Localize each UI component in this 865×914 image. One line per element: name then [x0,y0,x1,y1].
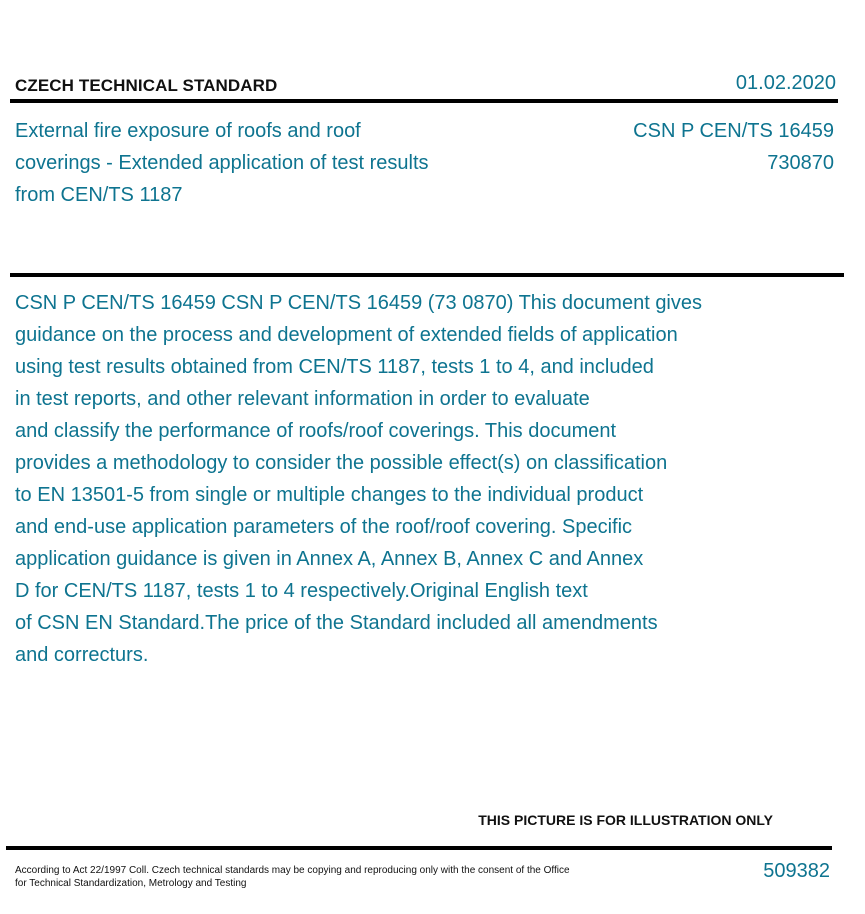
publication-date: 01.02.2020 [735,72,836,94]
document-id: 509382 [763,860,830,882]
header-divider [10,99,838,103]
legal-notice-line-2: for Technical Standardization, Metrology and Testing [15,878,247,889]
standard-code: CSN P CEN/TS 16459 [633,120,834,142]
legal-notice [15,864,615,890]
legal-notice-line-1: According to Act 22/1997 Coll. Czech technical standards may be copying and reproducing only with the consent of the Office [15,865,570,876]
illustration-disclaimer: THIS PICTURE IS FOR ILLUSTRATION ONLY [478,812,773,828]
footer-divider [6,846,832,850]
standard-code-block [633,115,834,179]
standard-type-label: CZECH TECHNICAL STANDARD [15,76,278,95]
standard-number: 730870 [767,152,834,174]
title-divider [10,273,844,277]
standard-title: External fire exposure of roofs and roof coverings - Extended application of test results from CEN/TS 1187 [15,120,429,206]
standard-description: CSN P CEN/TS 16459 CSN P CEN/TS 16459 (73 0870) This document gives guidance on the process and development of extended fields of application using test results obtained from CEN/TS 1187, tests 1 to 4, and included in test reports, and other relevant information in order to evaluate and classify the performance of roofs/roof coverings. This document provides a methodology to consider the possible effect(s) on classification to EN 13501-5 from single or multiple changes to the individual product and end-use application parameters of the roof/roof covering. Specific application guidance is given in Annex A, Annex B, Annex C and Annex D for CEN/TS 1187, tests 1 to 4 respectively.Original English text of CSN EN Standard.The price of the Standard included all amendments and correcturs. [15,292,703,666]
